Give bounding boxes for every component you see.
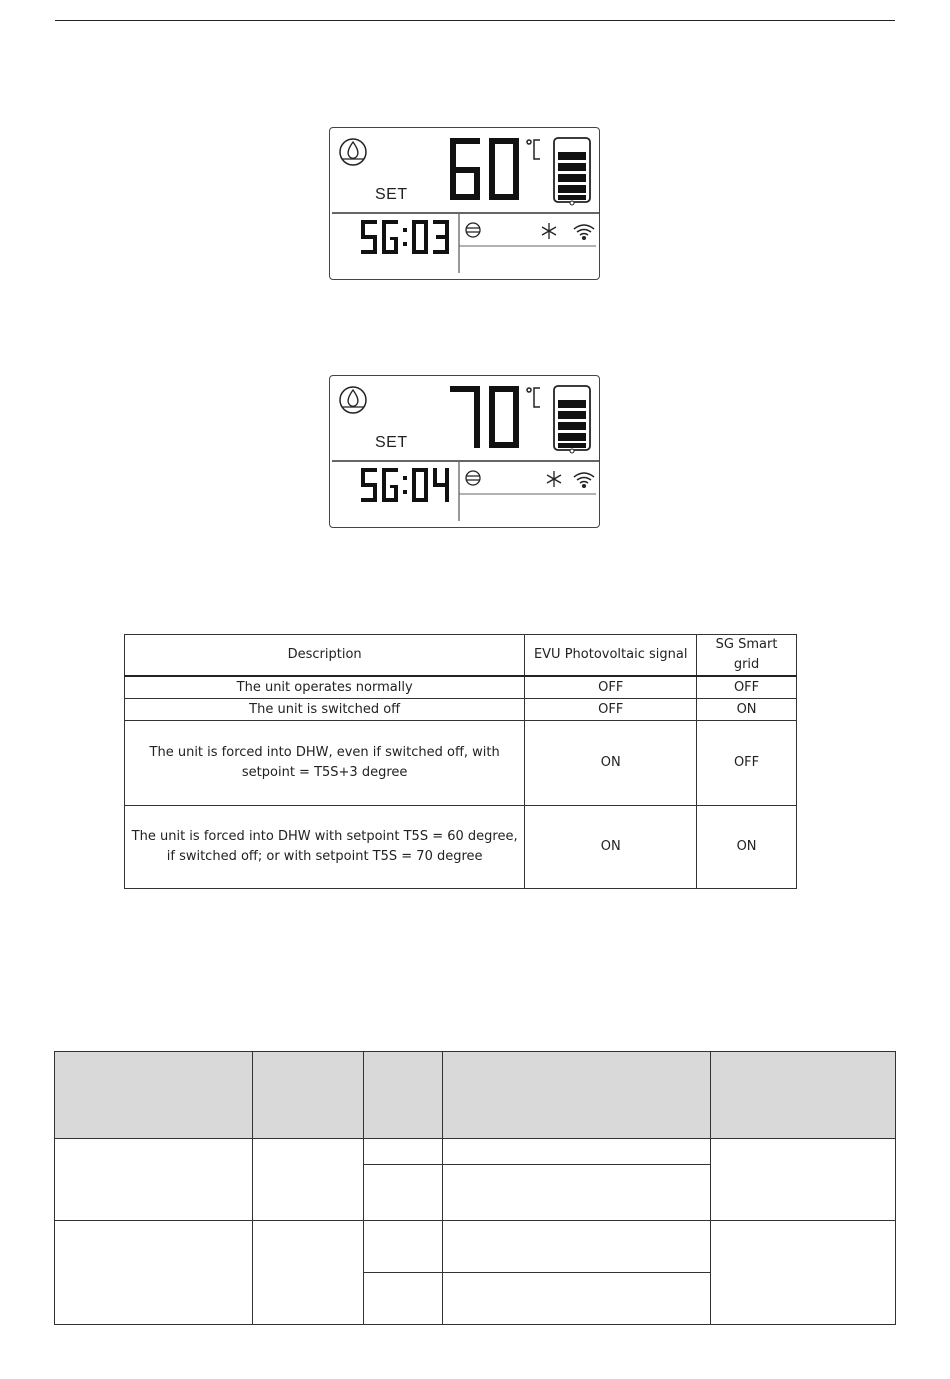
table-cell (442, 1165, 711, 1221)
temperature-digits (450, 386, 519, 448)
table-cell (252, 1139, 363, 1221)
wifi-icon (574, 473, 594, 487)
row-sg: OFF (697, 721, 797, 806)
compressor-icon (466, 223, 480, 237)
table-cell (711, 1221, 896, 1325)
row-description: The unit operates normally (125, 676, 525, 699)
row-evu: OFF (525, 676, 697, 699)
table-row (125, 721, 797, 806)
header-evu: EVU Photovoltaic signal (525, 635, 697, 677)
water-heater-icon (340, 387, 366, 413)
table-cell (363, 1273, 442, 1325)
table-row (125, 676, 797, 699)
table-row (125, 806, 797, 889)
table-row (55, 1221, 896, 1273)
table-cell (442, 1221, 711, 1273)
table-cell (55, 1221, 253, 1325)
temperature-digits (450, 138, 519, 200)
set-label: SET (375, 186, 408, 203)
table-cell (442, 1273, 711, 1325)
table-cell (442, 1139, 711, 1165)
compressor-icon (466, 471, 480, 485)
row-description: The unit is forced into DHW, even if switched off, with setpoint = T5S+3 degree (125, 721, 525, 806)
header-cell (711, 1052, 896, 1139)
sg-evu-signal-table (124, 634, 797, 889)
header-rule (55, 20, 895, 21)
row-evu: ON (525, 806, 697, 889)
defrost-icon (547, 471, 561, 487)
water-heater-icon (340, 139, 366, 165)
row-sg: OFF (697, 676, 797, 699)
celsius-icon (527, 388, 540, 407)
celsius-icon (527, 140, 540, 159)
row-description: The unit is switched off (125, 699, 525, 721)
row-evu: OFF (525, 699, 697, 721)
row-sg: ON (697, 806, 797, 889)
row-sg: ON (697, 699, 797, 721)
table-cell (363, 1165, 442, 1221)
lcd-graphics (330, 128, 601, 281)
defrost-icon (542, 223, 556, 239)
table-cell (363, 1139, 442, 1165)
wifi-icon (574, 225, 594, 239)
row-description: The unit is forced into DHW with setpoint T5S = 60 degree, if switched off; or with setpoint T5S = 70 degree (125, 806, 525, 889)
lcd-graphics (330, 376, 601, 529)
table-row (125, 699, 797, 721)
tank-level-icon (554, 386, 590, 453)
code-digits (361, 220, 449, 254)
row-evu: ON (525, 721, 697, 806)
table-header-row (55, 1052, 896, 1139)
empty-grid-table (54, 1051, 896, 1325)
table-cell (252, 1221, 363, 1325)
header-cell (442, 1052, 711, 1139)
table-row (55, 1139, 896, 1165)
set-label: SET (375, 434, 408, 451)
header-sg: SG Smart grid (697, 635, 797, 677)
code-digits (361, 468, 449, 502)
lcd-display-sg04 (329, 375, 600, 528)
header-description: Description (125, 635, 525, 677)
tank-level-icon (554, 138, 590, 205)
table-cell (55, 1139, 253, 1221)
table-cell (711, 1139, 896, 1221)
header-cell (252, 1052, 363, 1139)
header-cell (363, 1052, 442, 1139)
table-cell (363, 1221, 442, 1273)
lcd-display-sg03 (329, 127, 600, 280)
header-cell (55, 1052, 253, 1139)
